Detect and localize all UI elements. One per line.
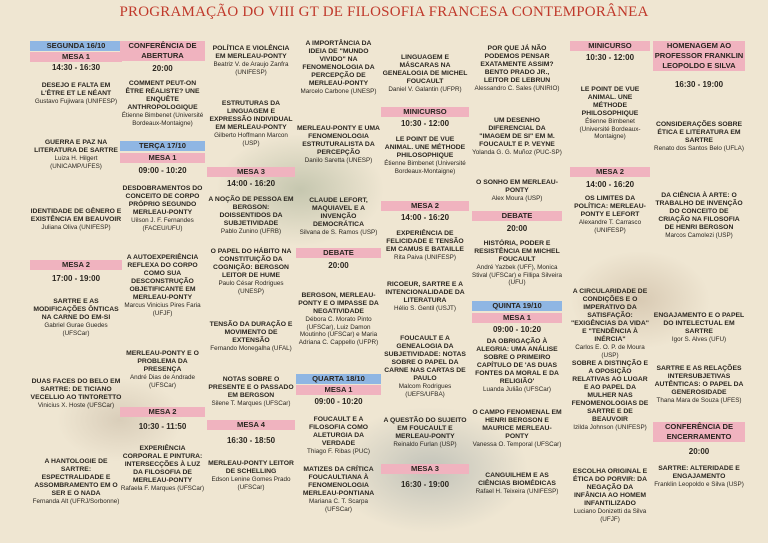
talk-author: Gustavo Fujiwara (UNIFESP)	[34, 98, 118, 105]
talk-author: Daniel V. Galantin (UFPR)	[388, 86, 462, 93]
talk-title: DESEJO E FALTA EM L'ÊTRE ET LE NÉANT	[40, 82, 112, 97]
talk-author: Gilberto Hoffmann Marcon (USP)	[214, 132, 288, 147]
talk-title: SARTRE E AS MODIFICAÇÕES ÔNTICAS NA CARNE DO EM-SI	[33, 298, 119, 321]
talk-title: O SONHO EM MERLEAU-PONTY	[476, 179, 558, 194]
talk-title: LINGUAGEM E MÁSCARAS NA GENEALOGIA DE MICHEL FOUCAULT	[382, 54, 468, 85]
talk-title: RICOEUR, SARTRE E A INTENCIONALIDADE DA LITERATURA	[385, 281, 465, 304]
day-header: TERÇA 17/10	[120, 141, 205, 151]
talk-author: Silene T. Marques (UFSCar)	[211, 400, 291, 407]
talk-author: Pablo Zunino (UFRB)	[220, 228, 282, 235]
talk-author: Beatriz V. de Araujo Zanfra (UNIFESP)	[213, 61, 289, 76]
talk-title: DA CIÊNCIA À ARTE: O TRABALHO DE INVENÇÃO DO CONCEITO DE CRIAÇÃO NA FILOSOFIA DE HENRI BERGSON	[655, 192, 743, 231]
session-time: 09:00 - 10:20	[492, 325, 542, 334]
session-time: 20:00	[152, 64, 173, 73]
conference-header: CONFERÊNCIA DE ABERTURA	[120, 41, 205, 61]
talk-author: Luanda Julião (UFSCar)	[483, 386, 551, 393]
talk-author: Luiza H. Hilgert (UNICAMP/UFES)	[50, 155, 102, 170]
talk-title: SARTRE E AS RELAÇÕES INTERSUBJETIVAS AUTÊNTICAS: O PAPEL DA GENEROSIDADE	[654, 365, 744, 396]
session-time: 17:00 - 19:00	[51, 274, 101, 283]
talk-author: Reinaldo Furlan (USP)	[393, 441, 457, 448]
talk-title: BERGSON, MERLEAU-PONTY E O IMPASSE DA NEGATIVIDADE	[298, 292, 379, 315]
talk-author: Rafaela F. Marques (UFSCar)	[120, 485, 205, 492]
talk-title: CLAUDE LEFORT, MAQUIAVEL E A INVENÇÃO DEMOCRÁTICA	[309, 197, 368, 228]
talk-author: Marcelo Carbone (UNESP)	[300, 88, 377, 95]
minicurso-header: MINICURSO	[570, 41, 650, 51]
session-time: 10:30 - 12:00	[585, 53, 635, 62]
talk-title: HISTÓRIA, PODER E RESISTÊNCIA EM MICHEL FOUCAULT	[474, 240, 560, 263]
session-header: MESA 2	[30, 260, 122, 270]
talk-author: Danilo Saretta (UNESP)	[304, 157, 373, 164]
session-time: 16:30 - 19:00	[400, 480, 450, 489]
talk-title: DESDOBRAMENTOS DO CONCEITO DE CORPO PRÓPRIO SEGUNDO MERLEAU-PONTY	[122, 185, 203, 216]
talk-title: A IMPORTÂNCIA DA IDEIA DE "MUNDO VIVIDO" NA FENOMENOLOGIA DA PERCEPÇÃO DE MERLEAU-PONTY	[302, 40, 375, 87]
talk-author: Thana Mara de Souza (UFES)	[656, 397, 742, 404]
talk-author: André Dias de Andrade (UFSCar)	[129, 374, 196, 389]
talk-title: FOUCAULT E A GENEALOGIA DA SUBJETIVIDADE: NOTAS SOBRE O PAPEL DA CARNE NAS CARTAS DE PAULO	[384, 335, 466, 382]
talk-title: A NOÇÃO DE PESSOA EM BERGSON: DOISSENTIDOS DA SUBJETIVIDADE	[208, 196, 294, 227]
day-header: QUARTA 18/10	[296, 374, 381, 384]
talk-title: GUERRA E PAZ NA LITERATURA DE SARTRE	[34, 139, 118, 154]
talk-author: Étienne Bimbenet (Université Bordeaux-Montaigne)	[121, 112, 204, 127]
talk-author: Gabriel Gurae Guedes (UFSCar)	[44, 322, 108, 337]
session-time: 16:30 - 19:00	[674, 80, 724, 89]
talk-title: MATIZES DA CRÍTICA FOUCAULTIANA À FENOMENOLOGIA MERLEAU-PONTIANA	[302, 466, 375, 497]
talk-author: Alex Moura (USP)	[491, 195, 543, 202]
talk-title: A AUTOEXPERIÊNCIA REFLEXA DO CORPO COMO SUA DESCONSTRUÇÃO OBJETIFICANTE EM MERLEAU-PONTY	[126, 254, 199, 301]
talk-author: Renato dos Santos Belo (UFLA)	[654, 145, 744, 152]
talk-author: Silvana de S. Ramos (USP)	[299, 229, 378, 236]
session-header: MESA 2	[570, 167, 650, 177]
talk-author: Mariana C. T. Scarpa (UFSCar)	[308, 498, 369, 513]
debate-header: DEBATE	[472, 211, 562, 221]
talk-author: Igor S. Alves (UFU)	[671, 336, 727, 343]
day-header: SEGUNDA 16/10	[30, 41, 122, 51]
talk-title: CONSIDERAÇÕES SOBRE ÉTICA E LITERATURA EM SARTRE	[655, 121, 743, 144]
session-time: 16:30 - 18:50	[226, 436, 276, 445]
talk-author: Fernanda Alt (UFRJ/Sorbonne)	[32, 498, 120, 505]
talk-author: Étienne Bimbenet (Université Bordeaux-Montaigne)	[384, 160, 466, 175]
talk-author: André Yazbek (UFF), Monica Stival (UFSCar) e Fillipa Silveira (UFU)	[472, 264, 562, 286]
talk-title: ESCOLHA ORIGINAL E ÉTICA DO PORVIR: DA NEGAÇÃO DA INFÂNCIA AO HOMEM INFANTILIZADO	[572, 468, 648, 507]
session-time: 14:00 - 16:20	[226, 179, 276, 188]
session-header: MESA 4	[207, 420, 295, 430]
talk-title: EXPERIÊNCIA CORPORAL E PINTURA: INTERSECÇÕES À LUZ DA FILOSOFIA DE MERLEAU-PONTY	[122, 445, 203, 484]
session-time: 10:30 - 11:50	[138, 422, 187, 431]
talk-author: Vinicius X. Hoste (UFSCar)	[37, 402, 115, 409]
session-header: MESA 3	[381, 464, 469, 474]
talk-title: TENSÃO DA DURAÇÃO E MOVIMENTO DE EXTENSÃO	[209, 321, 293, 344]
talk-title: A QUESTÃO DO SUJEITO EM FOUCAULT E MERLEAU-PONTY	[383, 417, 467, 440]
talk-title: LE POINT DE VUE ANIMAL. UNE MÉTHODE PHILOSOPHIQUE	[384, 136, 466, 159]
talk-title: A HANTOLOGIE DE SARTRE: ESPECTRALIDADE E ASSOMBRAMENTO EM O SER E O NADA	[34, 458, 118, 497]
talk-author: Hélio S. Gentil (USJT)	[394, 305, 456, 312]
session-header: MESA 2	[381, 201, 469, 211]
talk-author: Juliana Oliva (UNIFESP)	[41, 224, 111, 231]
talk-author: Rafael H. Teixeira (UNIFESP)	[475, 488, 559, 495]
session-time: 20:00	[688, 447, 710, 456]
talk-author: Malcom Rodrigues (UEFS/UFBA)	[398, 383, 452, 398]
debate-header: DEBATE	[296, 248, 381, 258]
talk-author: Débora C. Morato Pinto (UFSCar), Luiz Damon Moutinho (UFSCar) e Maria Adriana C. Cappello (UFPR)	[298, 316, 379, 346]
session-time: 20:00	[328, 261, 349, 270]
talk-author: Alessandro C. Sales (UNIRIO)	[474, 85, 560, 92]
talk-title: O PAPEL DO HÁBITO NA CONSTITUIÇÃO DA COGNIÇÃO: BERGSON LEITOR DE HUME	[210, 248, 292, 279]
session-time: 14:00 - 16:20	[585, 180, 635, 189]
talk-title: MERLEAU-PONTY E O PROBLEMA DA PRESENÇA	[126, 350, 199, 373]
talk-title: SARTRE: ALTERIDADE E ENGAJAMENTO	[658, 465, 740, 480]
day-header: QUINTA 19/10	[472, 301, 562, 311]
talk-author: Yolanda G. G. Muñoz (PUC-SP)	[472, 149, 562, 156]
talk-title: IDENTIDADE DE GÊNERO E EXISTÊNCIA EM BEAUVOIR	[30, 208, 122, 223]
session-time: 10:30 - 12:00	[400, 119, 450, 128]
talk-title: UM DESENHO DIFERENCIAL DA "IMAGEM DE SI" EM M. FOUCAULT E P. VEYNE	[479, 117, 555, 148]
talk-author: Marcus Vinicius Pires Faria (UFJF)	[124, 302, 201, 317]
minicurso-header: MINICURSO	[381, 107, 469, 117]
session-header: MESA 3	[207, 167, 295, 177]
session-time: 09:00 - 10:20	[138, 166, 187, 175]
talk-title: EXPERIÊNCIA DE FELICIDADE E TENSÃO EM CAMUS E BATAILLE	[386, 230, 464, 253]
session-time: 14:00 - 16:20	[400, 213, 450, 222]
session-time: 20:00	[506, 224, 528, 233]
talk-author: Carlos E. O. P. de Moura (USP)	[575, 344, 645, 359]
talk-author: Rita Paiva (UNIFESP)	[394, 254, 456, 261]
talk-title: POLÍTICA E VIOLÊNCIA EM MERLEAU-PONTY	[212, 45, 290, 60]
talk-author: Edson Lenine Gomes Prado (UFSCar)	[211, 476, 291, 491]
session-time: 14:30 - 16:30	[51, 63, 101, 72]
talk-author: Paulo César Rodrigues (UNESP)	[218, 280, 284, 295]
conference-header: CONFERÊNCIA DE ENCERRAMENTO	[653, 422, 745, 442]
talk-title: CANGUILHEM E AS CIÊNCIAS BIOMÉDICAS	[478, 472, 556, 487]
talk-author: Étienne Bimbenet (Université Bordeaux-Montaigne)	[579, 118, 641, 140]
session-header: MESA 1	[296, 385, 381, 395]
session-header: MESA 2	[120, 407, 205, 417]
talk-title: MERLEAU-PONTY E UMA FENOMENOLOGIA ESTRUTURALISTA DA PERCEPÇÃO	[297, 125, 380, 156]
session-header: MESA 1	[120, 153, 205, 163]
talk-title: O CAMPO FENOMENAL EM HENRI BERGSON E MAURICE MERLEAU-PONTY	[472, 409, 562, 440]
session-time: 09:00 - 10:20	[314, 397, 363, 406]
session-header: MESA 1	[30, 52, 122, 62]
talk-author: Vanessa O. Temporal (UFSCar)	[472, 441, 562, 448]
talk-title: A CIRCULARIDADE DE CONDIÇÕES E O IMPERATIVO DA SATISFAÇÃO: "EXIGÊNCIAS DA VIDA" E "TENDÊNCIA À INÉRCIA"	[571, 288, 649, 343]
talk-title: NOTAS SOBRE O PRESENTE E O PASSADO EM BERGSON	[208, 376, 294, 399]
session-header: MESA 1	[472, 313, 562, 323]
talk-title: POR QUE JÁ NÃO PODEMOS PENSAR EXATAMENTE ASSIM? BENTO PRADO JR., LEITOR DE LEBRUN	[480, 45, 554, 84]
talk-title: SOBRE A DISTINÇÃO E A OPOSIÇÃO RELATIVAS AO LUGAR E AO PAPEL DA MULHER NAS FENOMENOLOGIAS DE SARTRE E DE BEAUVOIR	[571, 360, 649, 423]
talk-title: MERLEAU-PONTY LEITOR DE SCHELLING	[208, 460, 294, 475]
talk-title: DUAS FACES DO BELO EM SARTRE: DE TICIANO VECELLIO AO TINTORETTO	[30, 378, 122, 401]
talk-title: COMMENT PEUT-ON ÊTRE RÉALISTE? UNE ENQUÊTE ANTHROPOLOGIQUE	[125, 80, 200, 111]
talk-author: Marcos Camolezi (USP)	[665, 232, 733, 239]
page-title: PROGRAMAÇÃO DO VIII GT DE FILOSOFIA FRANCESA CONTEMPORÂNEA	[119, 4, 649, 20]
homage-header: HOMENAGEM AO PROFESSOR FRANKLIN LEOPOLDO E SILVA	[654, 41, 744, 70]
talk-title: OS LIMITES DA POLÍTICA: MERLEAU-PONTY E LEFORT	[574, 195, 646, 218]
talk-title: LE POINT DE VUE ANIMAL. UNE MÉTHODE PHILOSOPHIQUE	[580, 86, 640, 117]
talk-author: Thiago F. Ribas (PUC)	[307, 448, 370, 455]
talk-title: ENGAJAMENTO E O PAPEL DO INTELECTUAL EM SARTRE	[653, 312, 745, 335]
talk-author: Franklin Leopoldo e Silva (USP)	[654, 481, 744, 488]
talk-author: Luciano Donizetti da Silva (UFJF)	[573, 508, 647, 523]
talk-author: Alexandre T. Carrasco (UNIFESP)	[578, 219, 642, 234]
talk-title: FOUCAULT E A FILOSOFIA COMO ALETURGIA DA VERDADE	[308, 416, 369, 447]
talk-title: ESTRUTURAS DA LINGUAGEM E EXPRESSÃO INDIVIDUAL EM MERLEAU-PONTY	[209, 100, 293, 131]
talk-title: DA OBRIGAÇÃO À ALEGRIA: UMA ANÁLISE SOBRE O PRIMEIRO CAPÍTULO DE 'AS DUAS FONTES DA MORAL E DA RELIGIÃO'	[475, 338, 559, 385]
talk-author: Uilson J. F. Fernandes (FACEU/UFU)	[131, 217, 194, 232]
talk-author: Fernando Monegalha (UFAL)	[210, 345, 292, 352]
talk-author: Izilda Johnson (UNIFESP)	[573, 424, 647, 431]
